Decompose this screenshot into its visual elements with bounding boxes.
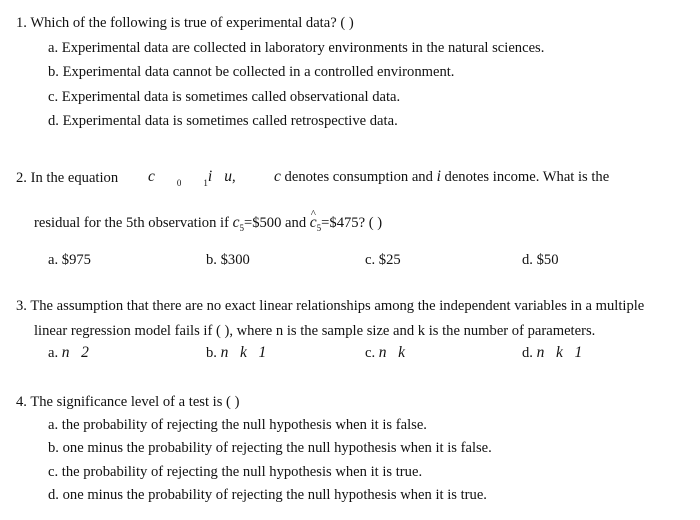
q3-option-a-label: a. — [48, 345, 59, 361]
q1-option-d: d. Experimental data is sometimes called retrospective data. — [48, 113, 398, 129]
q3-option-c-expr: n k — [378, 344, 406, 361]
q2-line2-lead: residual for the 5th observation if — [34, 215, 229, 231]
q1-option-b: b. Experimental data cannot be collected in a controlled environment. — [48, 64, 455, 80]
q2-eq-comma: , — [231, 169, 236, 185]
q2-option-d: d. $50 — [522, 252, 559, 268]
q3-option-d-label: d. — [522, 345, 533, 361]
q4-option-a: a. the probability of rejecting the null hypothesis when it is false. — [48, 417, 427, 433]
q4-option-b: b. one minus the probability of rejecting the null hypothesis when it is false. — [48, 440, 492, 456]
q3-option-b-expr: n k 1 — [220, 344, 267, 361]
q2-eq-one: 1 — [203, 178, 208, 188]
q3-option-b — [206, 344, 266, 362]
q2-c5hat-sub: 5 — [316, 223, 322, 233]
q2-stem-tail: denotes income. What is the — [444, 169, 610, 185]
q3-option-c-label: c. — [365, 345, 376, 361]
q4-option-d: d. one minus the probability of rejecting the null hypothesis when it is true. — [48, 487, 487, 503]
q2-stem-lead: 2. In the equation — [16, 170, 119, 186]
q2-option-a: a. $975 — [48, 252, 91, 268]
q2-c5hat: ^ c — [310, 214, 317, 232]
q2-c-var: c — [274, 168, 281, 185]
q4-option-c: c. the probability of rejecting the null hypothesis when it is true. — [48, 464, 423, 480]
q3-option-c — [365, 344, 405, 362]
q2-equation — [148, 168, 236, 187]
q3-stem-line2: linear regression model fails if ( ), where n is the sample size and k is the number of parameters. — [34, 323, 596, 339]
q2-option-b: b. $300 — [206, 252, 250, 268]
q1-option-a: a. Experimental data are collected in laboratory environments in the natural sciences. — [48, 40, 545, 56]
q2-eq-c: c — [148, 168, 155, 185]
q4-stem: 4. The significance level of a test is ( ) — [16, 394, 240, 410]
q2-i-var: i — [436, 168, 441, 185]
q3-option-d — [522, 344, 582, 362]
q1-option-c: c. Experimental data is sometimes called observational data. — [48, 89, 401, 105]
q2-stem-mid: denotes consumption and — [284, 169, 433, 185]
q3-option-a-expr: n 2 — [61, 344, 89, 361]
q3-stem-line1: 3. The assumption that there are no exact linear relationships among the independent variables in a multiple — [16, 298, 645, 314]
q2-c5-sub: 5 — [239, 223, 244, 233]
q3-option-a — [48, 344, 89, 362]
q2-eq-zero: 0 — [176, 178, 182, 188]
q2-eq-i: i — [207, 168, 213, 185]
q1-stem: 1. Which of the following is true of experimental data? ( ) — [16, 15, 354, 31]
q2-eq-u: u — [224, 168, 232, 185]
q2-c5: c — [232, 214, 240, 231]
q2-c5hat-val: =$475? ( ) — [321, 215, 383, 231]
q2-c5-val: =$500 and — [243, 215, 307, 231]
q3-option-d-expr: n k 1 — [536, 344, 583, 361]
q3-option-b-label: b. — [206, 345, 217, 361]
q2-option-c: c. $25 — [365, 252, 401, 268]
q2-stem-rest — [274, 168, 609, 186]
q2-line2 — [34, 214, 382, 233]
